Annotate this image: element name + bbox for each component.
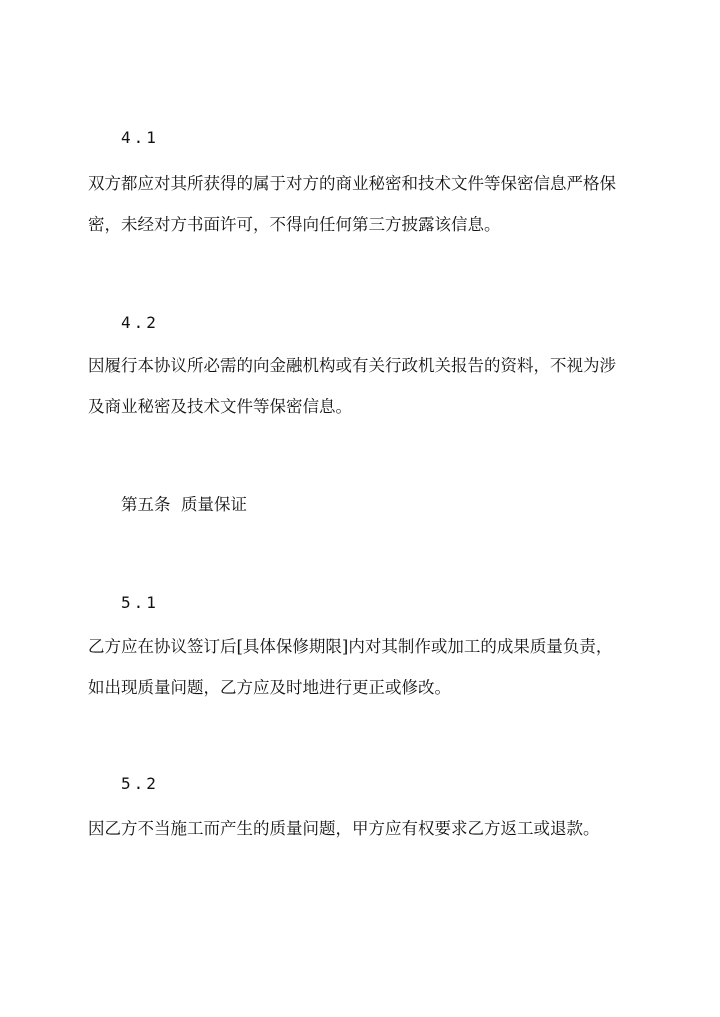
clause-number-4-2: 4.2 — [121, 313, 159, 332]
clause-4-1-line-2: 密，未经对方书面许可，不得向任何第三方披露该信息。 — [88, 215, 501, 234]
clause-5-1-line-2: 如出现质量问题，乙方应及时地进行更正或修改。 — [88, 678, 451, 697]
clause-4-2-line-2: 及商业秘密及技术文件等保密信息。 — [88, 397, 352, 416]
clause-number-4-1: 4.1 — [121, 128, 159, 147]
clause-number-5-1: 5.1 — [121, 593, 159, 612]
clause-number-5-2: 5.2 — [121, 774, 159, 793]
clause-5-1-line-1: 乙方应在协议签订后[具体保修期限]内对其制作或加工的成果质量负责， — [88, 637, 613, 656]
section-heading-article-5: 第五条 质量保证 — [121, 495, 247, 514]
clause-4-1-line-1: 双方都应对其所获得的属于对方的商业秘密和技术文件等保密信息严格保 — [88, 174, 616, 193]
clause-5-2-line-1: 因乙方不当施工而产生的质量问题，甲方应有权要求乙方返工或退款。 — [88, 819, 600, 838]
clause-4-2-line-1: 因履行本协议所必需的向金融机构或有关行政机关报告的资料，不视为涉 — [88, 356, 616, 375]
